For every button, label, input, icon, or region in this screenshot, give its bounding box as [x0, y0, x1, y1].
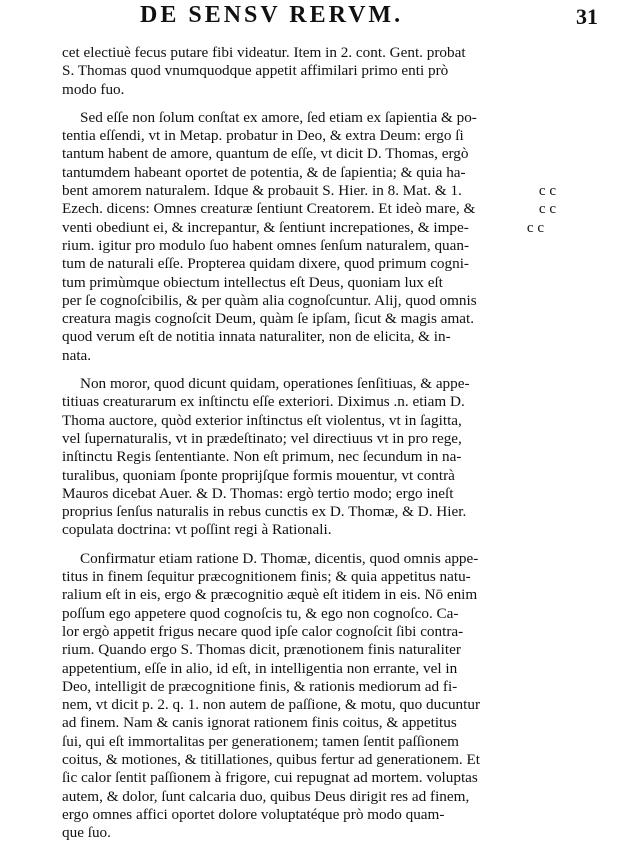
text-line: lor ergò appetit frigus necare quod ipſe calor cognoſcit ſibi contra-: [62, 622, 464, 640]
text-line: ſic calor ſentit paſſionem à frigore, cui repugnat ad mortem. voluptas: [62, 769, 478, 787]
text-line: per ſe cognoſcibilis, & per quàm alia cognoſcuntur. Alij, quod omnis: [62, 291, 477, 309]
text-line: autem, & dolor, ſunt calcaria duo, quibus Deus dirigit res ad finem,: [62, 787, 470, 805]
text-line: turalibus, quoniam ſponte proprijſque formis mouentur, vt contrà: [62, 466, 455, 484]
text-line: tantum habent de amore, quantum de eſſe, vt dicit D. Thomas, ergò: [62, 145, 469, 163]
text-line: Non moror, quod dicunt quidam, operationes ſenſitiuas, & appe-: [80, 375, 470, 393]
text-line: modo fuo.: [62, 80, 125, 98]
text-line: quod verum eſt de notitia innata naturaliter, non de elicita, & in-: [62, 328, 451, 346]
text-line: copulata doctrina: vt poſſint regi à Rationali.: [62, 521, 332, 539]
text-line: proprius ſenſus naturalis in rebus cunctis ex D. Thomæ, & D. Hier.: [62, 503, 467, 521]
margin-note: c c: [538, 201, 556, 218]
text-line: ſui, qui eſt immortalitas per generationem; tamen ſentit paſſionem: [62, 732, 459, 750]
text-line: coitus, & motiones, & titillationes, quibus fertur ad generationem. Et: [62, 750, 480, 768]
text-line: poſſum ego appetere quod cognoſcis tu, & ego non cognoſco. Ca-: [62, 604, 459, 622]
text-line: Sed eſſe non ſolum conſtat ex amore, ſed etiam ex ſapientia & po-: [80, 108, 477, 126]
margin-quote-marks: [514, 182, 574, 237]
text-line: Thoma auctore, quòd exterior inſtinctus eſt violentus, vt in ſagitta,: [62, 411, 462, 429]
text-line: Mauros dicebat Auer. & D. Thomas: ergò tertio modo; ergo ineſt: [62, 484, 454, 502]
text-line: S. Thomas quod vnumquodque appetit affimilari primo enti prò: [62, 62, 449, 80]
text-line: nata.: [62, 346, 92, 364]
text-line: cet electiuè fecus putare fibi videatur. Item in 2. cont. Gent. probat: [62, 44, 466, 61]
margin-note: c c: [538, 183, 556, 199]
text-line: creatura magis cognoſcit Deum, quàm ſe ipſam, ſicut & magis amat.: [62, 310, 475, 328]
text-line: inſtinctu Regis ſententiante. Non eſt primum, nec ſecundum in na-: [62, 448, 462, 466]
running-title: DE SENSV RERVM.: [140, 2, 404, 28]
body-text: [62, 44, 562, 842]
text-line: tum primùmque obiectum intellectus eſt Deus, quoniam lux eſt: [62, 273, 443, 291]
text-line: tum de naturali eſſe. Propterea quidam dixere, quod primum cogni-: [62, 255, 469, 273]
text-line: rium. igitur pro modulo ſuo habent omnes ſenſum naturalem, quan-: [62, 236, 470, 254]
text-line: venti obediunt ei, & increpantur, & ſentiunt increpationes, & impe-: [62, 218, 469, 236]
text-line: nem, vt dicit p. 2. q. 1. non autem de paſſione, & motu, quo ducuntur: [62, 696, 481, 714]
text-line: ergo omnes affici oportet dolore voluptatéque prò modo quam-: [62, 805, 445, 823]
text-line: titus in finem ſequitur præcognitionem finis; & quia appetitus natu-: [62, 568, 471, 586]
text-line: Ezech. dicens: Omnes creaturæ ſentiunt Creatorem. Et ideò mare, &: [62, 200, 476, 218]
text-line: Confirmatur etiam ratione D. Thomæ, dicentis, quod omnis appe-: [80, 549, 479, 567]
paragraph-2: [62, 109, 562, 365]
text-line: ralium eſt in eis, ergo & præcognitio æquè eſt itidem in eis. Nō enim: [62, 586, 478, 604]
margin-note: c c: [526, 219, 544, 236]
text-line: Deo, intelligit de præcognitione finis, & rationis mediorum ad fi-: [62, 677, 458, 695]
text-line: que ſuo.: [62, 824, 111, 842]
text-line: tentia eſſendi, vt in Metap. probatur in Deo, & extra Deum: ergo ſi: [62, 127, 464, 145]
text-line: vel ſupernaturalis, vt in prædeſtinato; vel directiuus vt in pro rege,: [62, 429, 462, 447]
text-line: ad finem. Nam & canis ignorat rationem finis coitus, & appetitus: [62, 714, 457, 732]
text-line: tantumdem habeant oportet de potentia, & de ſapientia; & quia ha-: [62, 163, 466, 181]
text-line: appetentium, eſſe in alio, id eſt, in intelligentia non errante, vel in: [62, 659, 458, 677]
paragraph-1: [62, 44, 562, 99]
paragraph-3: [62, 375, 562, 540]
text-line: titiuas creaturarum ex inſtinctu eſſe exteriori. Diximus .n. etiam D.: [62, 393, 465, 411]
text-line: rium. Quando ergo S. Thomas dicit, prænotionem finis naturaliter: [62, 641, 461, 659]
page-number: 31: [576, 4, 598, 29]
paragraph-4: [62, 550, 562, 843]
text-line: bent amorem naturalem. Idque & probauit S. Hier. in 8. Mat. & 1.: [62, 182, 462, 200]
